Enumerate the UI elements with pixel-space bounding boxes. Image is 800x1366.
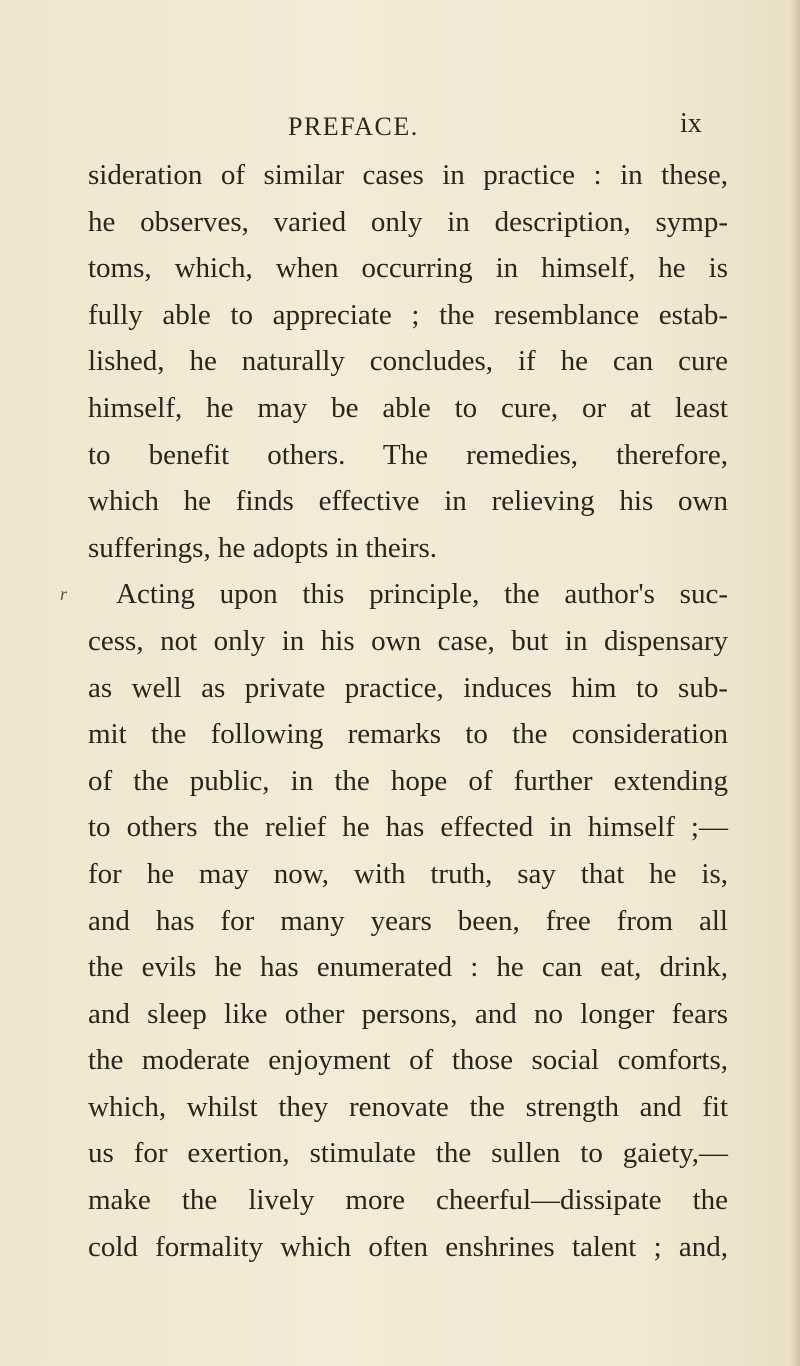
page-edge-shadow [790, 0, 800, 1366]
text-line: for he may now, with truth, say that he is, [88, 857, 728, 890]
text-line: himself, he may be able to cure, or at least [88, 391, 728, 424]
text-line: the evils he has enumerated : he can eat, drink, [88, 951, 728, 984]
text-line: toms, which, when occurring in himself, he is [88, 252, 728, 285]
text-line: sideration of similar cases in practice : in these, [88, 159, 728, 191]
text-line: which, whilst they renovate the strength and fit [88, 1090, 728, 1123]
page-number: ix [680, 108, 702, 139]
text-line: cess, not only in his own case, but in dispensary [88, 624, 728, 657]
text-line: fully able to appreciate ; the resemblance estab- [88, 298, 728, 331]
text-line: the moderate enjoyment of those social comforts, [88, 1044, 728, 1077]
text-line: Acting upon this principle, the author's suc- [116, 578, 728, 611]
page-header [0, 108, 800, 152]
text-line: and sleep like other persons, and no longer fears [88, 997, 728, 1030]
text-line: of the public, in the hope of further extending [88, 764, 728, 797]
text-line: mit the following remarks to the consideration [88, 718, 728, 751]
running-head: PREFACE. [288, 112, 419, 141]
body-text [88, 152, 728, 1270]
text-line: to benefit others. The remedies, therefore, [88, 438, 728, 471]
text-line: lished, he naturally concludes, if he can cure [88, 345, 728, 378]
text-line: as well as private practice, induces him to sub- [88, 671, 728, 704]
text-line: he observes, varied only in description, symp- [88, 205, 728, 238]
text-line: which he finds effective in relieving his own [88, 485, 728, 518]
text-line: and has for many years been, free from all [88, 904, 728, 937]
text-line: to others the relief he has effected in himself ;— [88, 811, 728, 844]
text-line: make the lively more cheerful—dissipate the [88, 1184, 728, 1217]
text-line: sufferings, he adopts in theirs. [88, 531, 438, 564]
margin-mark: r [60, 584, 68, 604]
text-line: cold formality which often enshrines talent ; and, [88, 1230, 728, 1263]
text-line: us for exertion, stimulate the sullen to gaiety,— [88, 1137, 728, 1170]
